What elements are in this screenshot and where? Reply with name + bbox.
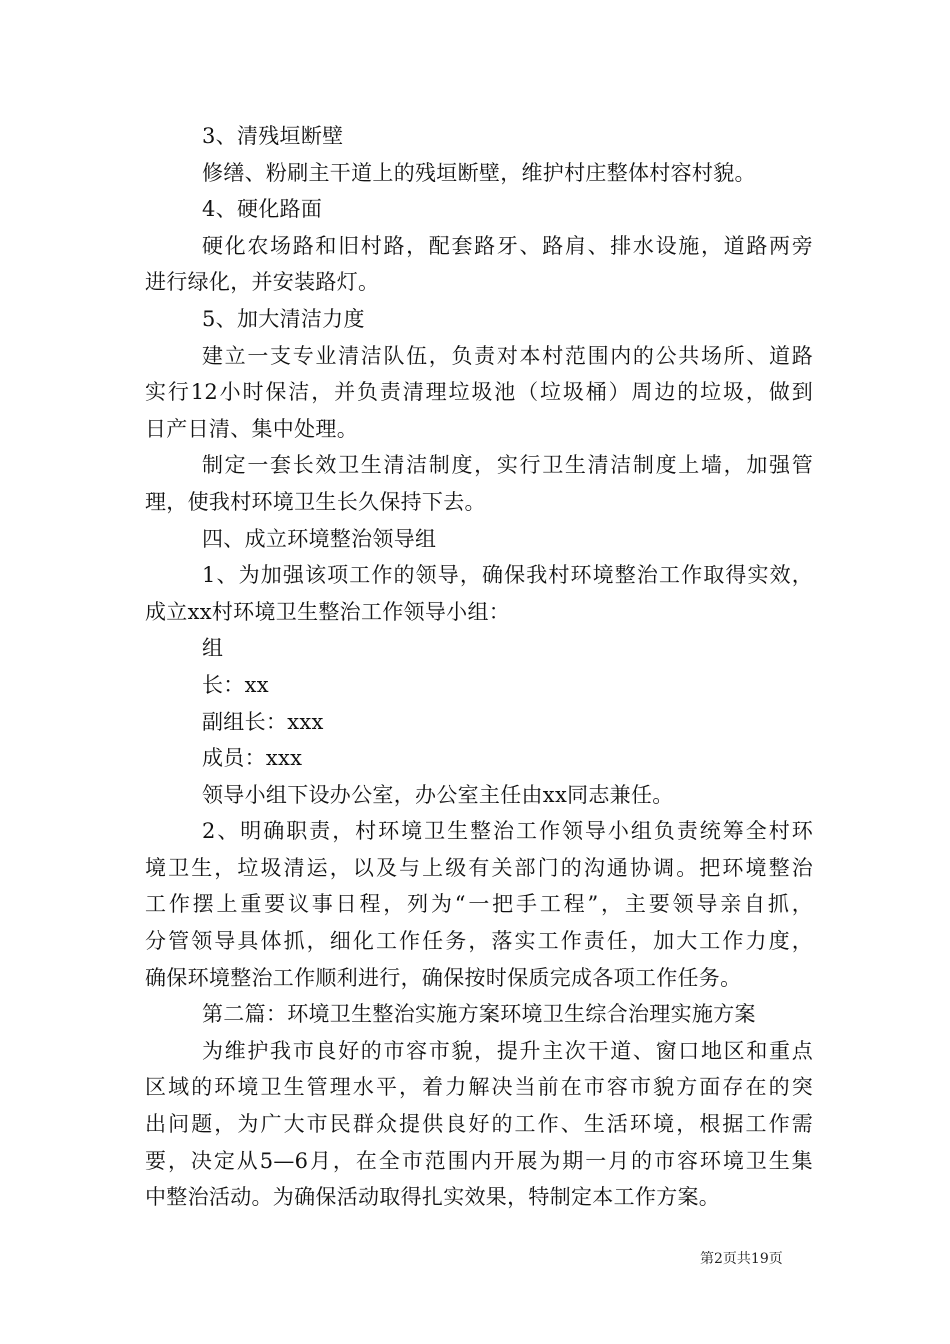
text-line: 副组长：xxx	[202, 709, 324, 734]
text-line: 组	[202, 636, 224, 661]
text-line: 1、为加强该项工作的领导，确保我村环境整治工作取得实效，	[202, 563, 813, 588]
text-line: 进行绿化，并安装路灯。	[145, 270, 380, 295]
text-line: 中整治活动。为确保活动取得扎实效果，特制定本工作方案。	[145, 1185, 721, 1210]
document-body	[145, 118, 813, 1216]
text-line: 区域的环境卫生管理水平，着力解决当前在市容市貌方面存在的突	[145, 1075, 813, 1100]
text-line: 工作摆上重要议事日程，列为“一把手工程”，主要领导亲自抓，	[145, 892, 813, 917]
text-line: 为维护我市良好的市容市貌，提升主次干道、窗口地区和重点	[202, 1038, 813, 1063]
text-line: 建立一支专业清洁队伍，负责对本村范围内的公共场所、道路	[202, 343, 813, 368]
text-line: 境卫生，垃圾清运，以及与上级有关部门的沟通协调。把环境整治	[145, 855, 813, 880]
page-number: 第2页共19页	[700, 1251, 783, 1267]
text-line: 修缮、粉刷主干道上的残垣断壁，维护村庄整体村容村貌。	[202, 160, 756, 185]
text-line: 成立xx村环境卫生整治工作领导小组：	[145, 599, 511, 624]
text-line: 领导小组下设办公室，办公室主任由xx同志兼任。	[202, 782, 674, 807]
text-line: 出问题，为广大市民群众提供良好的工作、生活环境，根据工作需	[145, 1112, 813, 1137]
text-line: 5、加大清洁力度	[202, 306, 365, 331]
text-line: 成员：xxx	[202, 746, 303, 771]
text-line: 长：xx	[202, 672, 269, 697]
text-line: 理，使我村环境卫生长久保持下去。	[145, 489, 486, 514]
text-line: 2、明确职责，村环境卫生整治工作领导小组负责统筹全村环	[202, 819, 813, 844]
text-line: 要，决定从5—6月，在全市范围内开展为期一月的市容环境卫生集	[145, 1148, 813, 1173]
text-line: 分管领导具体抓，细化工作任务，落实工作责任，加大工作力度，	[145, 929, 813, 954]
text-line: 四、成立环境整治领导组	[202, 526, 437, 551]
text-line: 第二篇：环境卫生整治实施方案环境卫生综合治理实施方案	[202, 1002, 756, 1027]
text-line: 4、硬化路面	[202, 197, 323, 222]
text-line: 实行12小时保洁，并负责清理垃圾池（垃圾桶）周边的垃圾，做到	[145, 380, 813, 405]
text-line: 硬化农场路和旧村路，配套路牙、路肩、排水设施，道路两旁	[202, 233, 813, 258]
text-line: 确保环境整治工作顺利进行，确保按时保质完成各项工作任务。	[145, 965, 742, 990]
text-line: 制定一套长效卫生清洁制度，实行卫生清洁制度上墙，加强管	[202, 453, 813, 478]
text-line: 日产日清、集中处理。	[145, 416, 358, 441]
text-line: 3、清残垣断壁	[202, 124, 344, 148]
